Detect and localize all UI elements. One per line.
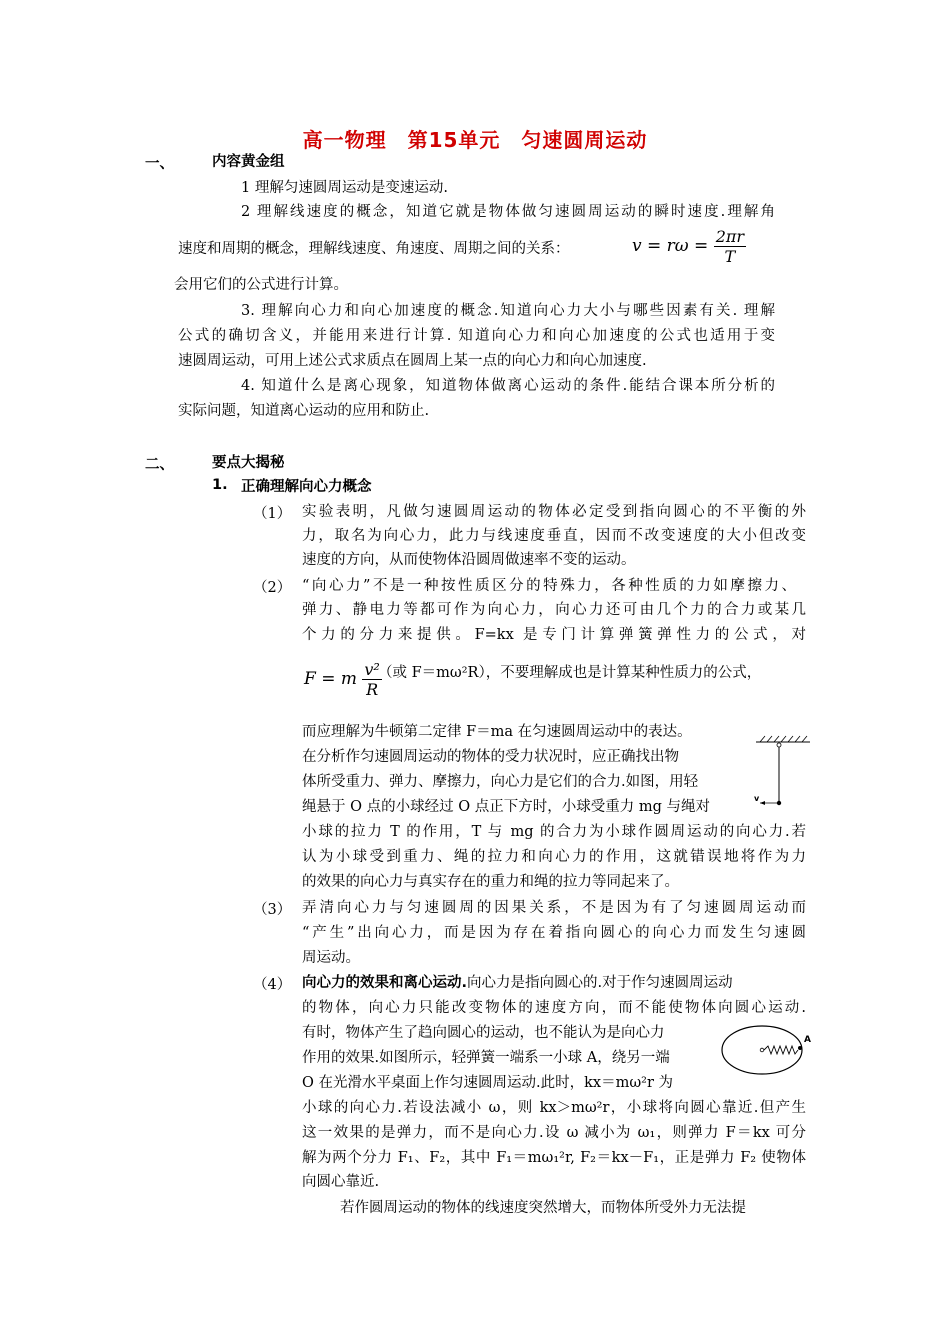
spring bbox=[764, 1046, 798, 1054]
center-o bbox=[760, 1048, 764, 1052]
item2-line: “向心力”不是一种按性质区分的特殊力，各种性质的力如摩擦力、 bbox=[302, 578, 796, 594]
item2-line: 体所受重力、弹力、摩擦力，向心力是它们的合力.如图，用轻 bbox=[302, 774, 699, 790]
item4-line: 作用的效果.如图所示，轻弹簧一端系一小球 A，绕另一端 bbox=[302, 1050, 670, 1066]
velocity-formula-denominator: T bbox=[724, 247, 736, 266]
item1-label: （1） bbox=[253, 506, 292, 522]
item2-line: 绳悬于 O 点的小球经过 O 点正下方时，小球受重力 mg 与绳对 bbox=[302, 799, 710, 815]
item4-line: 解为两个分力 F₁、F₂，其中 F₁＝mω₁²r, F₂＝kx－F₁，正是弹力 F₂ 使物体 bbox=[302, 1150, 806, 1166]
pivot-o bbox=[777, 743, 781, 747]
item2-line: 的效果的向心力与真实存在的重力和绳的拉力等同起来了。 bbox=[302, 874, 679, 890]
ball-a-label: A bbox=[804, 1035, 811, 1045]
section1-heading: 内容黄金组 bbox=[212, 154, 285, 170]
last-line: 若作圆周运动的物体的线速度突然增大，而物体所受外力无法提 bbox=[340, 1200, 746, 1216]
section2-number: 二、 bbox=[145, 457, 174, 473]
section1-p4b: 实际问题，知道离心运动的应用和防止. bbox=[178, 403, 430, 419]
velocity-formula-numerator: 2πr bbox=[715, 227, 745, 246]
centripetal-formula-denominator: R bbox=[366, 680, 379, 699]
section1-p2c: 会用它们的公式进行计算。 bbox=[174, 277, 348, 293]
item3-line: “产生”出向心力，而是因为存在着指向圆心的向心力而发生匀速圆 bbox=[302, 925, 806, 941]
velocity-formula-lhs: v = rω = bbox=[632, 236, 709, 256]
section1-p4a: 4. 知道什么是离心现象，知道物体做离心运动的条件.能结合课本所分析的 bbox=[241, 378, 775, 394]
item2-label: （2） bbox=[253, 580, 292, 596]
section1-p3b: 公式的确切含义，并能用来进行计算. 知道向心力和向心加速度的公式也适用于变 bbox=[178, 328, 775, 344]
item1-line: 实验表明，凡做匀速圆周运动的物体必定受到指向圆心的不平衡的外 bbox=[302, 504, 806, 520]
centripetal-formula-lhs: F = m bbox=[304, 669, 357, 689]
circular-path bbox=[722, 1026, 802, 1074]
item3-label: （3） bbox=[253, 902, 292, 918]
item4-line: 有时，物体产生了趋向圆心的运动，也不能认为是向心力 bbox=[302, 1025, 665, 1041]
section1-p3a: 3. 理解向心力和向心加速度的概念.知道向心力大小与哪些因素有关. 理解 bbox=[241, 303, 775, 319]
item1-line: 力，取名为向心力，此力与线速度垂直，因而不改变速度的大小但改变 bbox=[302, 528, 806, 544]
subsection1-number: 1. bbox=[212, 477, 228, 493]
item4-line: 这一效果的是弹力，而不是向心力.设 ω 减小为 ω₁，则弹力 F＝kx 可分 bbox=[302, 1125, 806, 1141]
item4-line1 bbox=[302, 973, 806, 993]
section1-number: 一、 bbox=[145, 156, 174, 172]
item3-line: 弄清向心力与匀速圆周的因果关系，不是因为有了匀速圆周运动而 bbox=[302, 900, 806, 916]
centripetal-formula bbox=[304, 660, 382, 699]
pendulum-figure bbox=[752, 730, 812, 810]
item3-line: 周运动。 bbox=[302, 950, 360, 966]
item4-line: O 在光滑水平桌面上作匀速圆周运动.此时，kx＝mω²r 为 bbox=[302, 1075, 673, 1091]
section2-heading: 要点大揭秘 bbox=[212, 455, 285, 471]
velocity-label: v bbox=[754, 794, 760, 803]
section1-p3c: 速圆周运动，可用上述公式求质点在圆周上某一点的向心力和向心加速度. bbox=[178, 353, 647, 369]
page-title: 高一物理 第15单元 匀速圆周运动 bbox=[302, 128, 648, 152]
velocity-arrowhead bbox=[760, 801, 765, 805]
item4-label: （4） bbox=[253, 977, 292, 993]
section1-p2b: 速度和周期的概念，理解线速度、角速度、周期之间的关系： bbox=[178, 241, 570, 257]
centripetal-formula-numerator: v² bbox=[364, 660, 380, 679]
item2-line: 小球的拉力 T 的作用，T 与 mg 的合力为小球作圆周运动的向心力.若 bbox=[302, 824, 806, 840]
velocity-formula bbox=[632, 227, 746, 266]
velocity-formula-fraction bbox=[714, 227, 746, 266]
section1-p2a: 2 理解线速度的概念，知道它就是物体做匀速圆周运动的瞬时速度.理解角 bbox=[241, 204, 775, 220]
item2-line: 而应理解为牛顿第二定律 F＝ma 在匀速圆周运动中的表达。 bbox=[302, 724, 692, 740]
item2-line: 弹力、静电力等都可作为向心力，向心力还可由几个力的合力或某几 bbox=[302, 602, 806, 618]
spring-figure bbox=[720, 1022, 820, 1078]
ceiling-hatch bbox=[760, 736, 807, 742]
item4-line: 向心力是指向圆心的.对于作匀速圆周运动 bbox=[467, 975, 733, 991]
item1-line: 速度的方向，从而使物体沿圆周做速率不变的运动。 bbox=[302, 552, 636, 568]
item4-line: 小球的向心力.若设法减小 ω，则 kx＞mω²r，小球将向圆心靠近.但产生 bbox=[302, 1100, 806, 1116]
section1-p1: 1 理解匀速圆周运动是变速运动. bbox=[241, 180, 448, 196]
item2-line: 个力的分力来提供。F=kx 是专门计算弹簧弹性力的公式，对 bbox=[302, 627, 806, 643]
item2-line: （或 F＝mω²R），不要理解成也是计算某种性质力的公式， bbox=[378, 665, 762, 681]
item4-line: 向圆心靠近. bbox=[302, 1174, 380, 1190]
item4-line: 的物体，向心力只能改变物体的速度方向，而不能使物体向圆心运动. bbox=[302, 1000, 806, 1016]
ball bbox=[777, 801, 781, 805]
item4-bold-lead: 向心力的效果和离心运动. bbox=[302, 975, 468, 991]
item2-line: 认为小球受到重力、绳的拉力和向心力的作用，这就错误地将作为力 bbox=[302, 849, 806, 865]
subsection1-heading: 正确理解向心力概念 bbox=[241, 479, 372, 495]
ball-a bbox=[798, 1046, 802, 1050]
item2-line: 在分析作匀速圆周运动的物体的受力状况时，应正确找出物 bbox=[302, 749, 679, 765]
